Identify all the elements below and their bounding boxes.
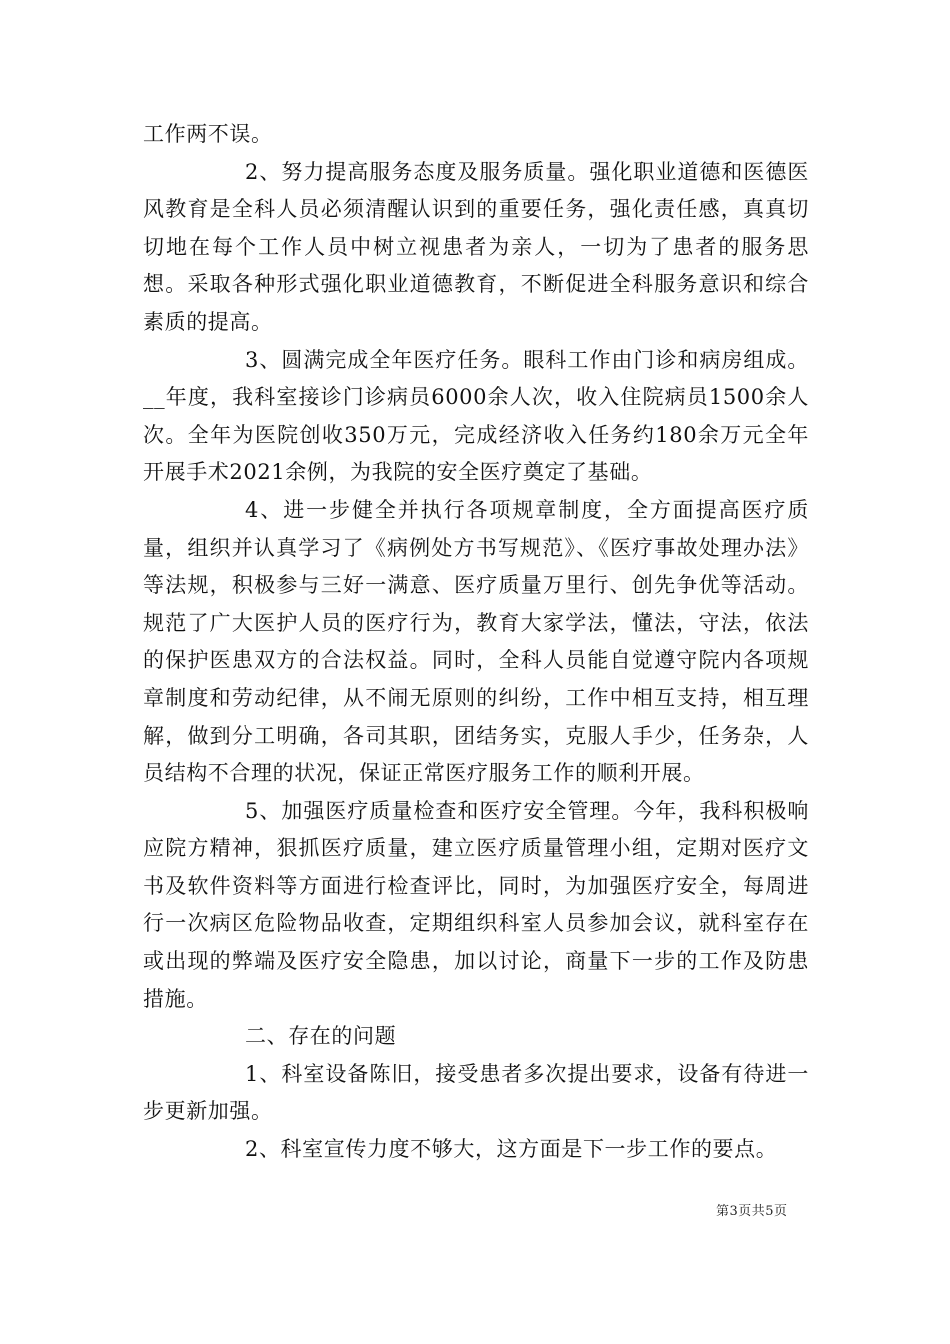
- paragraph-equipment: 1、科室设备陈旧，接受患者多次提出要求，设备有待进一步更新加强。: [143, 1061, 809, 1124]
- page-number: 第3页共5页: [716, 1204, 788, 1219]
- paragraph-publicity: 2、科室宣传力度不够大，这方面是下一步工作的要点。: [245, 1137, 778, 1162]
- paragraph-annual-tasks: 3、圆满完成全年医疗任务。眼科工作由门诊和病房组成。__年度，我科室接诊门诊病员6000余人次，收入住院病员1500余人次。全年为医院创收350万元，完成经济收入任务约180余万元全年开展手术2021余例，为我院的安全医疗奠定了基础。: [143, 347, 809, 485]
- paragraph-continuation: 工作两不误。: [143, 122, 273, 146]
- section-heading-problems: 二、存在的问题: [245, 1024, 397, 1049]
- document-body: [143, 116, 809, 1169]
- paragraph-regulations: 4、进一步健全并执行各项规章制度，全方面提高医疗质量，组织并认真学习了《病例处方书写规范》、《医疗事故处理办法》等法规，积极参与三好一满意、医疗质量万里行、创先争优等活动。规范了广大医护人员的医疗行为，教育大家学法，懂法，守法，依法的保护医患双方的合法权益。同时，全科人员能自觉遵守院内各项规章制度和劳动纪律，从不闹无原则的纠纷，工作中相互支持，相互理解，做到分工明确，各司其职，团结务实，克服人手少，任务杂，人员结构不合理的状况，保证正常医疗服务工作的顺利开展。: [143, 497, 809, 786]
- paragraph-quality-safety: 5、加强医疗质量检查和医疗安全管理。今年，我科积极响应院方精神，狠抓医疗质量，建立医疗质量管理小组，定期对医疗文书及软件资料等方面进行检查评比，同时，为加强医疗安全，每周进行一次病区危险物品收查，定期组织科室人员参加会议，就科室存在或出现的弊端及医疗安全隐患，加以讨论，商量下一步的工作及防患措施。: [143, 798, 809, 1011]
- paragraph-service-quality: 2、努力提高服务态度及服务质量。强化职业道德和医德医风教育是全科人员必须清醒认识到的重要任务，强化责任感，真真切切地在每个工作人员中树立视患者为亲人，一切为了患者的服务思想。采取各种形式强化职业道德教育，不断促进全科服务意识和综合素质的提高。: [143, 159, 809, 334]
